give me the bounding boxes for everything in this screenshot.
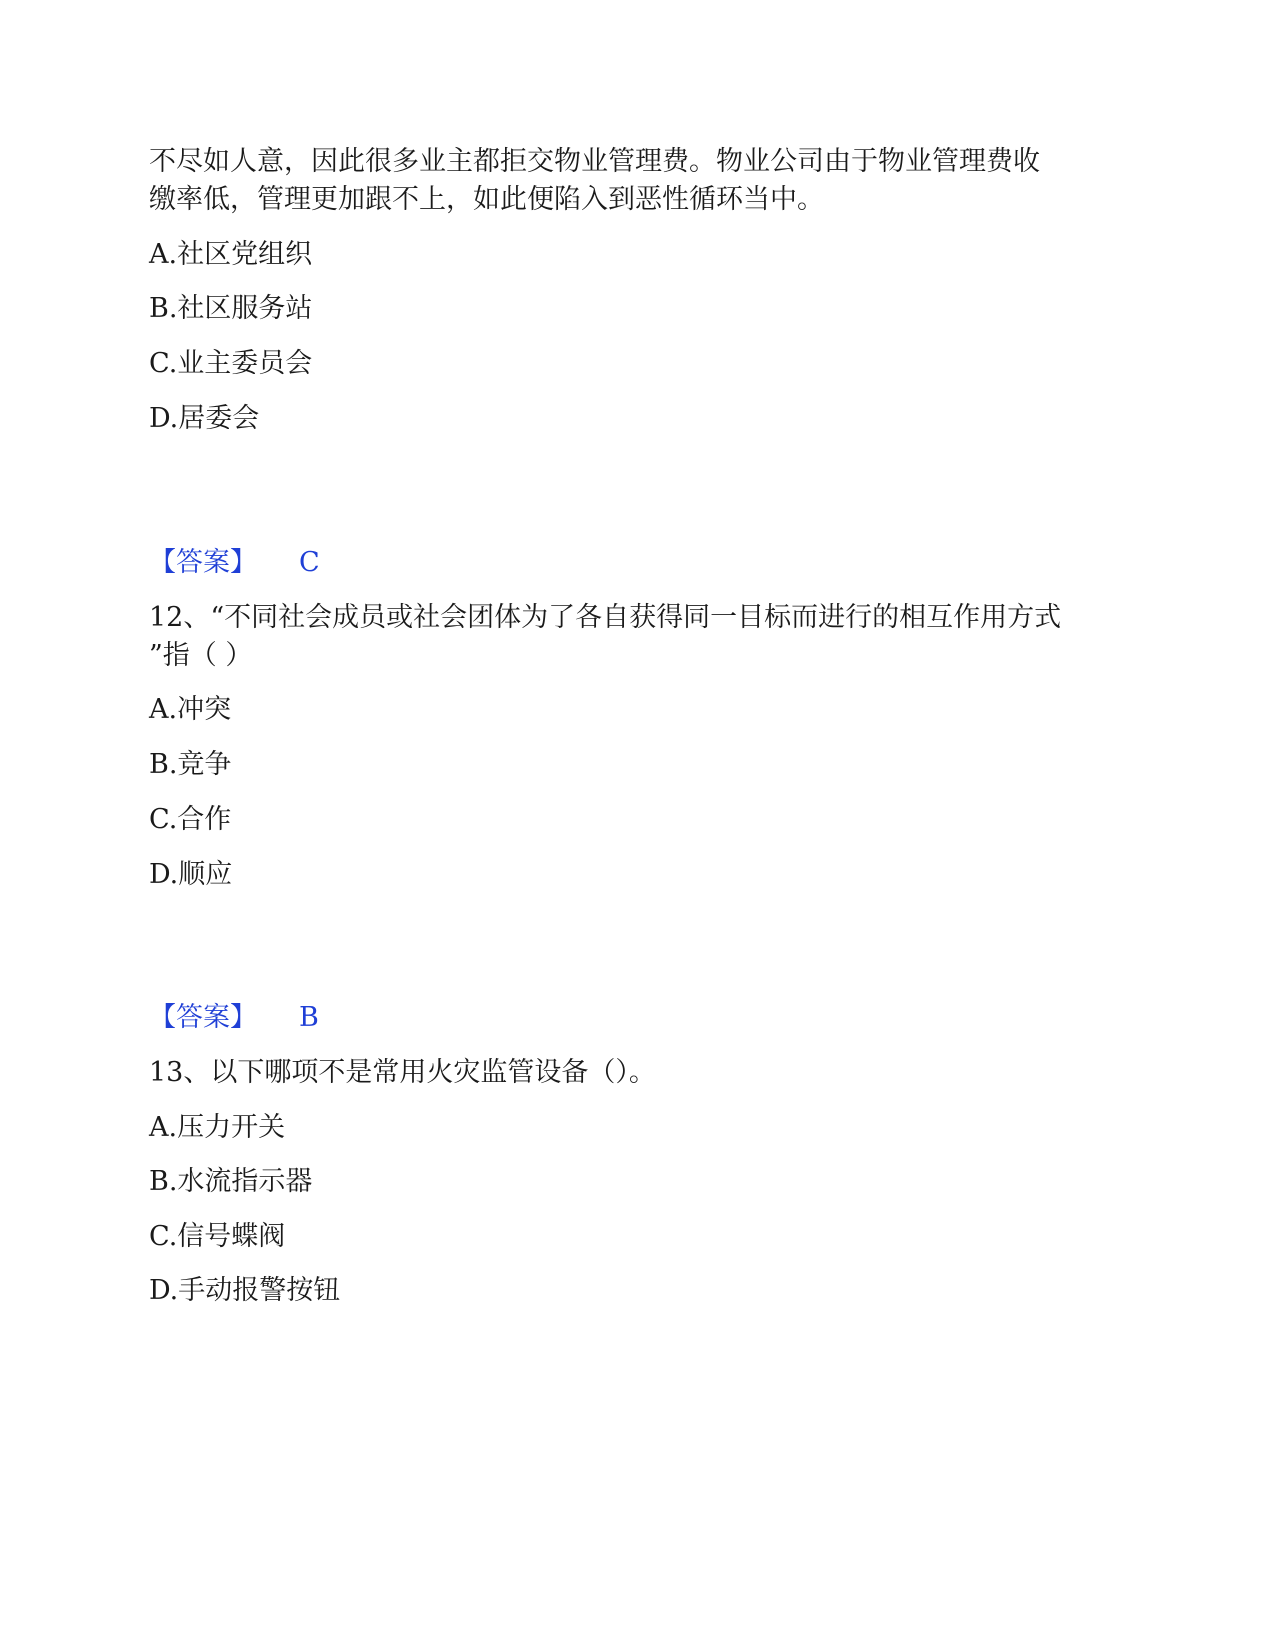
- intro-line-1: 不尽如人意，因此很多业主都拒交物业管理费。物业公司由于物业管理费收: [149, 146, 1040, 177]
- q12-option-d: D.顺应: [149, 859, 233, 890]
- q11-option-b: B.社区服务站: [149, 293, 313, 324]
- q13-option-c: C.信号蝶阀: [149, 1221, 286, 1252]
- intro-line-2: 缴率低，管理更加跟不上，如此便陷入到恶性循环当中。: [149, 184, 824, 215]
- answer-label: 【答案】: [149, 1002, 257, 1033]
- q12-stem-line-2: ”指（ ）: [149, 640, 253, 671]
- q12-option-b: B.竞争: [149, 749, 232, 780]
- q13-option-d: D.手动报警按钮: [149, 1275, 341, 1306]
- q11-option-a: A.社区党组织: [149, 239, 313, 270]
- q11-option-c: C.业主委员会: [149, 348, 313, 379]
- answer-value: B: [299, 1002, 319, 1033]
- q12-stem-line-1: 12、“不同社会成员或社会团体为了各自获得同一目标而进行的相互作用方式: [149, 602, 1062, 633]
- q11-option-d: D.居委会: [149, 403, 260, 434]
- q12-answer: [149, 998, 319, 1038]
- q13-option-b: B.水流指示器: [149, 1166, 313, 1197]
- q12-option-c: C.合作: [149, 804, 232, 835]
- q11-answer: [149, 543, 320, 583]
- answer-value: C: [299, 547, 320, 578]
- q12-option-a: A.冲突: [149, 694, 232, 725]
- q13-stem: 13、以下哪项不是常用火灾监管设备（）。: [149, 1057, 656, 1088]
- answer-label: 【答案】: [149, 547, 257, 578]
- q13-option-a: A.压力开关: [149, 1112, 286, 1143]
